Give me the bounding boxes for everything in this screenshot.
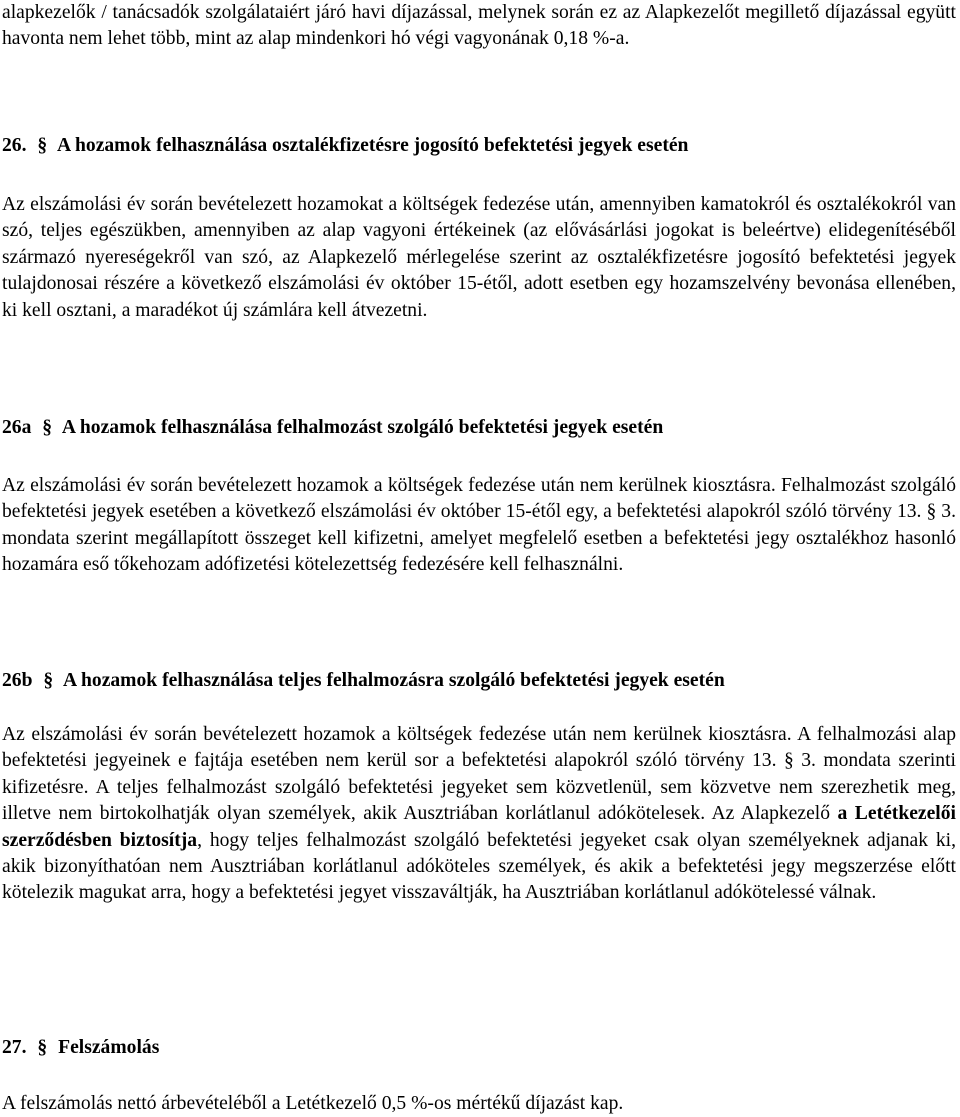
section-27-title: Felszámolás: [58, 1037, 160, 1058]
section-26b-body-part-3: , hogy teljes felhalmozást szolgáló befektetési jegyeket csak olyan személyeknek adjanak ki, akik bizonyíthatóan nem Ausztriában korlátlanul adóköteles személyek, és akik a befektetési jegy megszerzése előtt kötelezik magukat arra, hogy a befektetési jegyet visszaváltják, ha Ausztriában korlátlanul adókötelessé válnak.: [2, 829, 956, 904]
section-26a-body-part-2: 3. mondata szerint megállapított összeget kell kifizetni, amelyet megfelelő esetben a befektetési jegy osztalékhoz hasonló hozamára eső tőkehozam adófizetési kötelezettség fedezésére kell felhasználni.: [2, 501, 956, 576]
section-26a-body: [2, 473, 956, 579]
section-26a-body-part-1: Az elszámolási év során bevételezett hozamok a költségek fedezése után nem kerülnek kiosztásra. Felhalmozást szolgáló befektetési jegyek esetében a következő elszámolási év október 15-étől egy, a befektetési alapokról szóló törvény 13.: [2, 475, 956, 523]
section-26a-inline-section-mark: §: [926, 501, 937, 523]
section-26a-title: A hozamok felhasználása felhalmozást szolgáló befektetési jegyek esetén: [61, 417, 664, 438]
section-26b-heading: [2, 668, 956, 694]
section-26-body-block: [2, 192, 956, 324]
section-26a-heading: [2, 415, 956, 441]
section-26: [2, 133, 956, 159]
section-27-heading: [2, 1035, 956, 1061]
section-26-title: A hozamok felhasználása osztalékfizetésre jogosító befektetési jegyek esetén: [57, 135, 689, 156]
section-26b-bold-phrase: a Letétkezelői szerződésben biztosítja: [2, 803, 956, 851]
section-27-body: A felszámolás nettó árbevételéből a Letétkezelő 0,5 %-os mértékű díjazást kap.: [2, 1093, 624, 1114]
section-26a: [2, 415, 956, 441]
section-26b-mark: §: [43, 670, 54, 691]
section-26a-mark: §: [42, 417, 53, 438]
section-26b: [2, 668, 956, 694]
section-26b-body-part-1: Az elszámolási év során bevételezett hozamok a költségek fedezése után nem kerülnek kiosztásra. A felhalmozási alap befektetési jegyeinek e fajtája esetében nem kerül sor a befektetési alapokról szóló törvény 13.: [2, 724, 956, 772]
intro-block: [2, 0, 956, 53]
section-26b-inline-section-mark: §: [783, 750, 794, 772]
section-26b-number: 26b: [2, 670, 33, 691]
section-26a-body-block: [2, 473, 956, 579]
section-27-number: 27.: [2, 1037, 27, 1058]
section-27-mark: §: [37, 1037, 48, 1058]
section-26b-title: A hozamok felhasználása teljes felhalmozásra szolgáló befektetési jegyek esetén: [63, 670, 725, 691]
section-26b-body-part-2: 3. mondata szerinti kifizetésre. A teljes felhalmozást szolgáló befektetési jegyeket sem közvetlenül, sem közvetve nem szerezhetik meg, illetve nem birtokolhatják olyan személyek, akik Ausztriában korlátlanul adókötelesek. Az Alapkezelő: [2, 750, 956, 825]
section-26-mark: §: [37, 135, 48, 156]
section-26a-number: 26a: [2, 417, 32, 438]
section-26-heading: [2, 133, 956, 159]
section-27: [2, 1035, 956, 1061]
intro-paragraph: alapkezelők / tanácsadók szolgálataiért járó havi díjazással, melynek során ez az Alapkezelőt megillető díjazással együtt havonta nem lehet több, mint az alap mindenkori hó végi vagyonának 0,18 %-a.: [2, 2, 956, 50]
section-26b-body-block: [2, 722, 956, 907]
section-26-body: Az elszámolási év során bevételezett hozamokat a költségek fedezése után, amennyiben kamatokról és osztalékokról van szó, teljes egészükben, amennyiben az alap vagyoni értékeinek (az elővásárlási jogokat is beleértve) elidegenítéséből származó nyereségekről van szó, az Alapkezelő mérlegelése szerint az osztalékfizetésre jogosító befektetési jegyek tulajdonosai részére a következő elszámolási év október 15-étől, adott esetben egy hozamszelvény bevonása ellenében, ki kell osztani, a maradékot új számlára kell átvezetni.: [2, 194, 956, 321]
section-26-number: 26.: [2, 135, 27, 156]
section-27-body-block: [2, 1091, 956, 1117]
section-26b-body: [2, 722, 956, 907]
